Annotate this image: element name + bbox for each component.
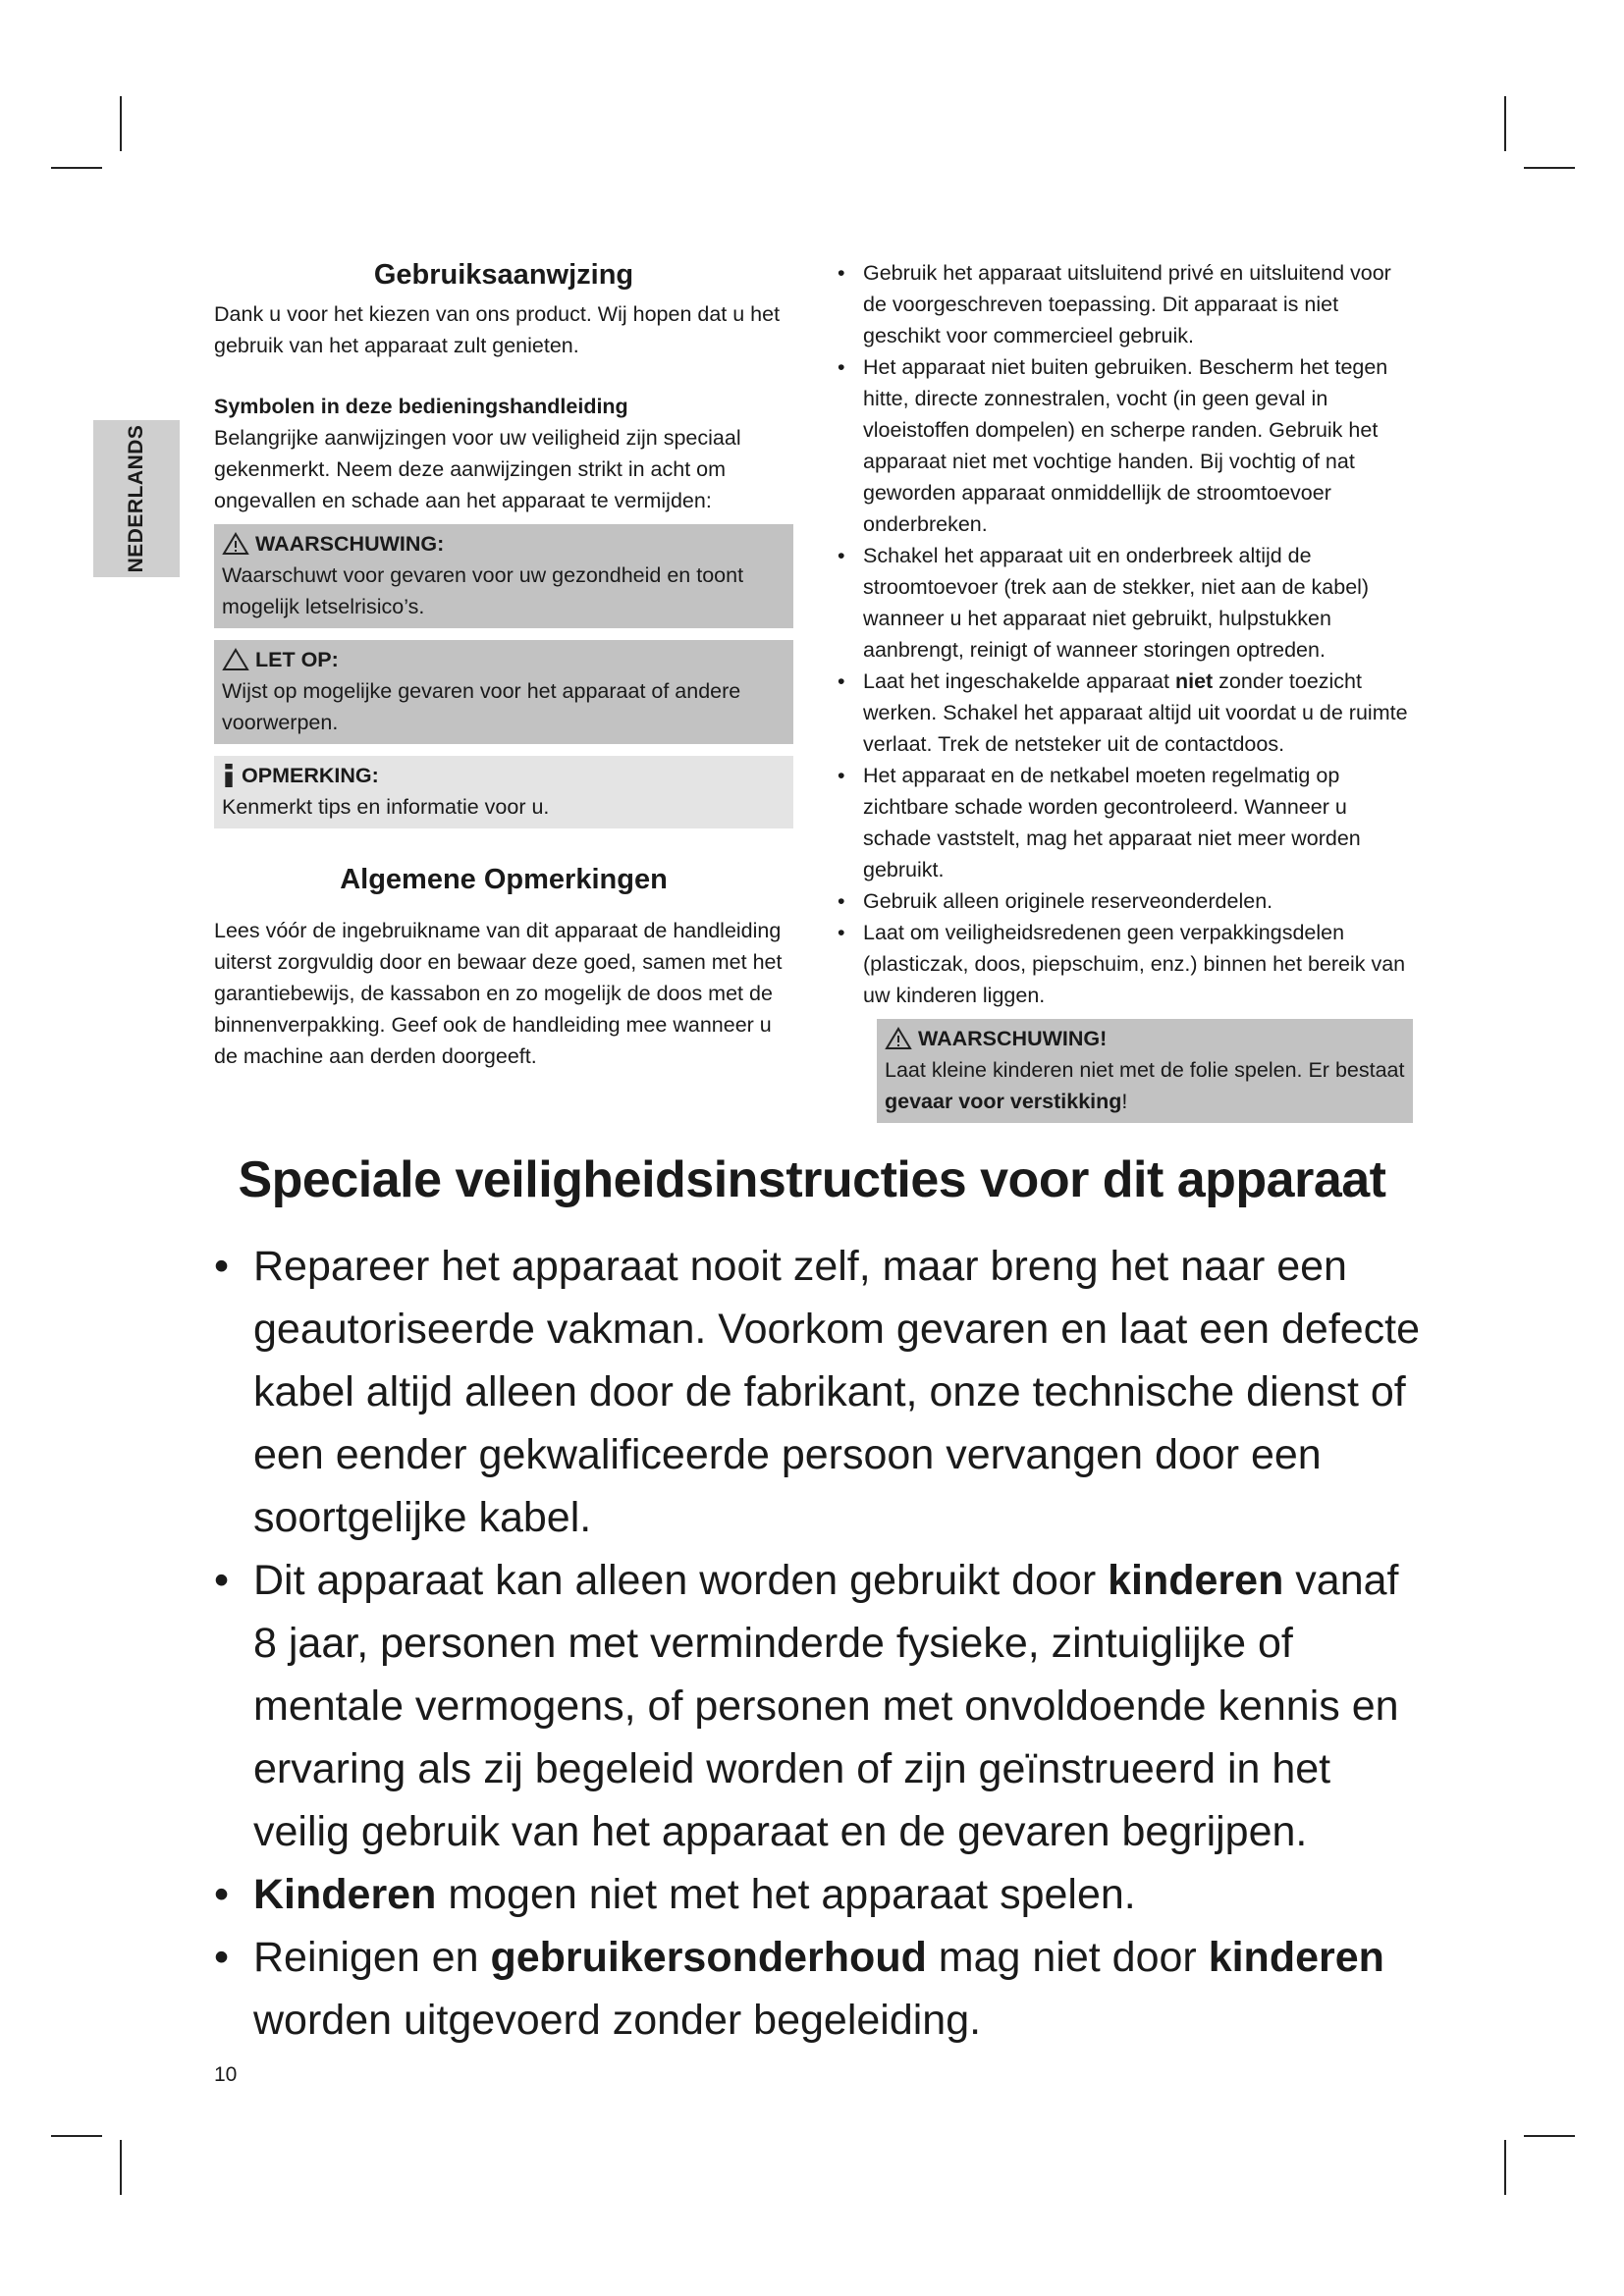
crop-mark bbox=[120, 96, 122, 151]
packaging-warning-text bbox=[885, 1054, 1405, 1117]
packaging-warning-title bbox=[885, 1023, 1405, 1054]
list-item-bold: gebruikersonderhoud bbox=[490, 1934, 927, 1981]
intro-text: Dank u voor het kiezen van ons product. Wij hopen dat u het gebruik van het apparaat zult genieten. bbox=[214, 302, 781, 357]
packaging-warning-box bbox=[877, 1019, 1413, 1123]
special-safety-title: Speciale veiligheidsinstructies voor dit apparaat bbox=[238, 1151, 1386, 1208]
list-item-text: zonder toezicht werken. Schakel het apparaat altijd uit voordat u de ruimte verlaat. Trek de netsteker uit de contactdoos. bbox=[863, 669, 1408, 756]
page-number: 10 bbox=[214, 2063, 238, 2086]
crop-mark bbox=[1524, 2135, 1575, 2137]
list-item: • Het apparaat en de netkabel moeten regelmatig op zichtbare schade worden gecontroleerd. Wanneer u schade vaststelt, mag het apparaat niet meer worden gebruikt. bbox=[836, 760, 1415, 885]
list-item-text: mag niet door bbox=[926, 1934, 1209, 1981]
warning-triangle-icon bbox=[222, 532, 249, 556]
packaging-warning-label: WAARSCHUWING! bbox=[918, 1027, 1108, 1050]
caution-box bbox=[214, 640, 793, 744]
warning-text-part: Laat kleine kinderen niet met de folie spelen. Er bestaat bbox=[885, 1058, 1405, 1082]
general-title: Algemene Opmerkingen bbox=[340, 864, 668, 895]
right-column bbox=[836, 257, 1415, 1123]
list-item bbox=[836, 666, 1415, 760]
list-item-bold: kinderen bbox=[1108, 1557, 1284, 1604]
warning-text-end: ! bbox=[1121, 1090, 1128, 1113]
language-label: NEDERLANDS bbox=[125, 424, 147, 573]
crop-mark bbox=[120, 2140, 122, 2195]
info-icon bbox=[222, 764, 236, 787]
list-item: • Het apparaat niet buiten gebruiken. Bescherm het tegen hitte, directe zonnestralen, vocht (in geen geval in vloeistoffen dompelen) en scherpe randen. Gebruik het apparaat niet met vochtige handen. Bij vochtig of nat geworden apparaat onmiddellijk de stroomtoevoer onderbreken. bbox=[836, 351, 1415, 540]
note-text: Kenmerkt tips en informatie voor u. bbox=[222, 795, 550, 819]
symbols-heading: Symbolen in deze bedieningshandleiding bbox=[214, 395, 628, 418]
list-item-text: Reinigen en bbox=[253, 1934, 491, 1981]
caution-triangle-icon bbox=[222, 648, 249, 671]
caution-label: LET OP: bbox=[255, 648, 339, 671]
general-text: Lees vóór de ingebruikname van dit apparaat de handleiding uiterst zorgvuldig door en bewaar deze goed, samen met het garantiebewijs, de kassabon en zo mogelijk de doos met de binnenverpakking. Geef ook de handleiding mee wanneer u de machine aan derden doorgeeft. bbox=[214, 919, 783, 1068]
note-label: OPMERKING: bbox=[242, 764, 379, 787]
warning-text: Waarschuwt voor gevaren voor uw gezondheid en toont mogelijk letselrisico’s. bbox=[222, 563, 744, 618]
left-column bbox=[214, 257, 793, 1072]
list-item bbox=[214, 1863, 1422, 1926]
special-safety-list bbox=[214, 1235, 1422, 2052]
list-item: • Repareer het apparaat nooit zelf, maar breng het naar een geautoriseerde vakman. Voorkom gevaren en laat een defecte kabel altijd alleen door de fabrikant, onze technische dienst of een eender gekwalificeerde persoon vervangen door een soortgelijke kabel. bbox=[214, 1235, 1422, 1549]
list-item: • Laat om veiligheidsredenen geen verpakkingsdelen (plasticzak, doos, piepschuim, enz.) binnen het bereik van uw kinderen liggen. bbox=[836, 917, 1415, 1011]
crop-mark bbox=[51, 167, 102, 169]
warning-label: WAARSCHUWING: bbox=[255, 532, 445, 556]
list-item-text: Dit apparaat kan alleen worden gebruikt door bbox=[253, 1557, 1109, 1604]
list-item-bold: niet bbox=[1174, 669, 1214, 693]
list-item: • Gebruik alleen originele reserveonderdelen. bbox=[836, 885, 1415, 917]
list-item-bold: Kinderen bbox=[253, 1871, 437, 1918]
list-item-text: worden uitgevoerd zonder begeleiding. bbox=[253, 1997, 982, 2044]
note-box bbox=[214, 756, 793, 828]
section-title: Gebruiksaanwjzing bbox=[373, 259, 634, 291]
crop-mark bbox=[1504, 2140, 1506, 2195]
list-item: • Gebruik het apparaat uitsluitend privé en uitsluitend voor de voorgeschreven toepassing. Dit apparaat is niet geschikt voor commercieel gebruik. bbox=[836, 257, 1415, 351]
crop-mark bbox=[1504, 96, 1506, 151]
crop-mark bbox=[51, 2135, 102, 2137]
language-tab bbox=[93, 420, 180, 577]
crop-mark bbox=[1524, 167, 1575, 169]
list-item-text: Laat het ingeschakelde apparaat bbox=[863, 669, 1175, 693]
warning-box bbox=[214, 524, 793, 628]
symbols-text: Belangrijke aanwijzingen voor uw veiligheid zijn speciaal gekenmerkt. Neem deze aanwijzingen strikt in acht om ongevallen en schade aan het apparaat te vermijden: bbox=[214, 426, 741, 512]
warning-triangle-icon bbox=[885, 1027, 912, 1050]
caution-box-title bbox=[222, 644, 785, 675]
list-item-text: mogen niet met het apparaat spelen. bbox=[436, 1871, 1136, 1918]
list-item: • Schakel het apparaat uit en onderbreek altijd de stroomtoevoer (trek aan de stekker, niet aan de kabel) wanneer u het apparaat niet gebruikt, hulpstukken aanbrengt, reinigt of wanneer storingen optreden. bbox=[836, 540, 1415, 666]
safety-list bbox=[836, 257, 1415, 1011]
warning-box-title bbox=[222, 528, 785, 560]
warning-text-bold: gevaar voor verstikking bbox=[885, 1090, 1122, 1113]
list-item bbox=[214, 1926, 1422, 2052]
list-item bbox=[214, 1549, 1422, 1863]
note-box-title bbox=[222, 760, 785, 791]
caution-text: Wijst op mogelijke gevaren voor het apparaat of andere voorwerpen. bbox=[222, 679, 741, 734]
list-item-text: vanaf 8 jaar, personen met verminderde fysieke, zintuiglijke of mentale vermogens, of personen met onvoldoende kennis en ervaring als zij begeleid worden of zijn geïnstrueerd in het veilig gebruik van het apparaat en de gevaren begrijpen. bbox=[253, 1557, 1399, 1855]
list-item-bold: kinderen bbox=[1208, 1934, 1384, 1981]
